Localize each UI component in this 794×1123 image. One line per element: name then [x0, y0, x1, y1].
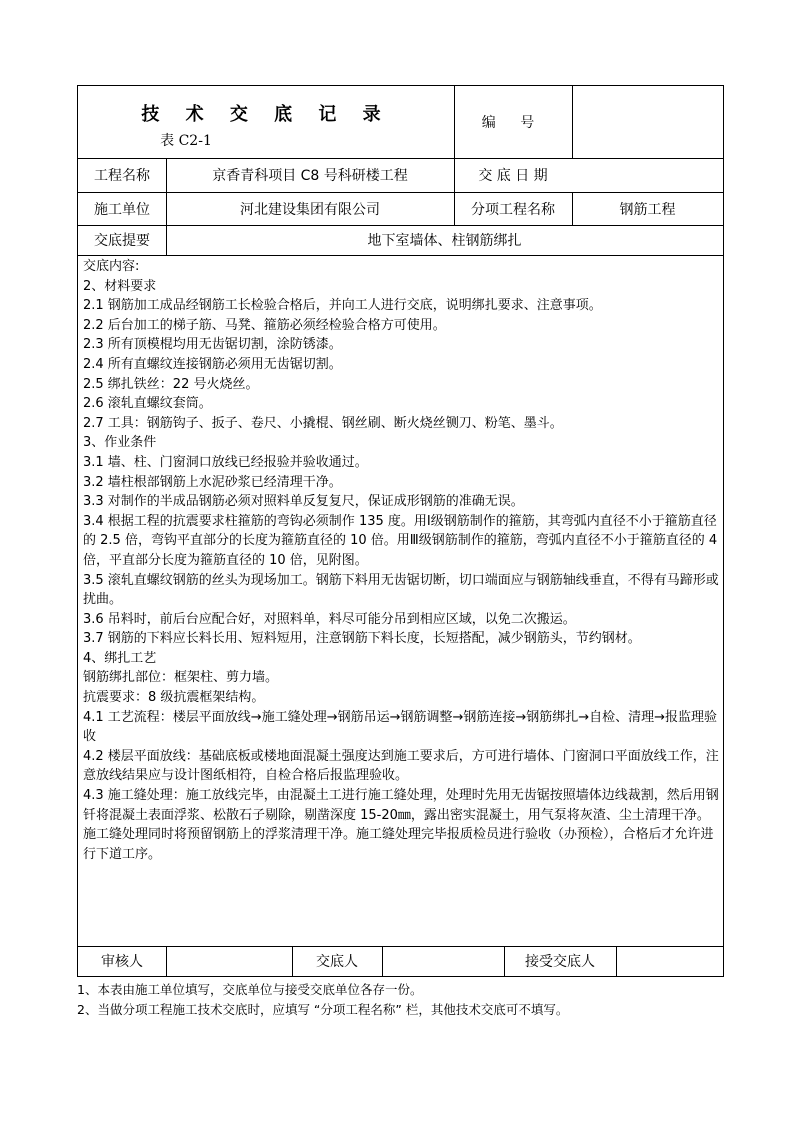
content-line: 3.1 墙、柱、门窗洞口放线已经报验并验收通过。	[83, 454, 368, 470]
subitem-name-value[interactable]: 钢筋工程	[619, 201, 676, 218]
reviewer-label: 审核人	[101, 954, 143, 970]
content-line: 2.3 所有顶模棍均用无齿锯切割，涂防锈漆。	[83, 337, 342, 353]
note-line: 2、当做分项工程施工技术交底时，应填写 “分项工程名称” 栏，其他技术交底可不填写。	[77, 1002, 569, 1017]
project-name-value[interactable]: 京香青科项目 C8 号科研楼工程	[212, 168, 408, 184]
content-line: 4.3 施工缝处理：施工放线完毕，由混凝土工进行施工缝处理，处理时先用无齿锯按照墙体边线裁割，然后用钢钎将混凝土表面浮浆、松散石子剔除，剔凿深度 15-20㎜，露出密实混凝土，用气泵将灰渣、尘土清理干净。施工缝处理同时将预留钢筋上的浮浆清理干净。施工缝处理完毕报质检员进行验收（办预检），合格后才允许进行下道工序。	[83, 788, 719, 862]
number-label: 编 号	[481, 115, 545, 131]
disclosure-form	[77, 85, 724, 977]
content-line: 3.6 吊料时，前后台应配合好，对照料单，料尽可能分吊到相应区域，以免二次搬运。	[83, 611, 576, 627]
discloser-label: 交底人	[316, 954, 358, 970]
disclosure-content	[83, 257, 719, 864]
content-line: 2.2 后台加工的梯子筋、马凳、箍筋必须经检验合格方可使用。	[83, 317, 446, 333]
subitem-name-label: 分项工程名称	[471, 201, 555, 218]
project-name-label: 工程名称	[94, 168, 150, 184]
content-line: 4、绑扎工艺	[83, 650, 157, 666]
row-divider	[78, 255, 723, 256]
content-line: 3.2 墙柱根部钢筋上水泥砂浆已经清理干净。	[83, 474, 342, 490]
summary-label: 交底提要	[94, 233, 150, 249]
content-line: 2.1 钢筋加工成品经钢筋工长检验合格后，并向工人进行交底，说明绑扎要求、注意事项。	[83, 298, 602, 314]
content-line: 3.5 滚轧直螺纹钢筋的丝头为现场加工。钢筋下料用无齿锯切断，切口端面应与钢筋轴线垂直，不得有马蹄形或扰曲。	[83, 572, 719, 608]
form-code: 表 C2-1	[160, 133, 212, 149]
content-line: 2、材料要求	[83, 278, 157, 294]
content-line: 4.1 工艺流程：楼层平面放线→施工缝处理→钢筋吊运→钢筋调整→钢筋连接→钢筋绑扎→自检、清理→报监理验收	[83, 709, 718, 745]
content-line: 3.4 根据工程的抗震要求柱箍筋的弯钩必须制作 135 度。用Ⅰ级钢筋制作的箍筋，其弯弧内直径不小于箍筋直径的 2.5 倍，弯钩平直部分的长度为箍筋直径的 10 倍。用Ⅲ级钢筋制作的箍筋，弯弧内直径不小于箍筋直径的 4 倍，平直部分长度为箍筋直径的 10 倍，见附图。	[83, 513, 718, 568]
content-line: 2.5 绑扎铁丝：22 号火烧丝。	[83, 376, 259, 392]
form-title-block	[78, 86, 454, 158]
content-line: 钢筋绑扎部位：框架柱、剪力墙。	[83, 670, 279, 686]
construction-unit-value[interactable]: 河北建设集团有限公司	[240, 201, 380, 218]
content-line: 4.2 楼层平面放线：基础底板或楼地面混凝土强度达到施工要求后，方可进行墙体、门窗洞口平面放线工作，注意放线结果应与设计图纸相符，自检合格后报监理验收。	[83, 748, 719, 784]
content-line: 2.7 工具：钢筋钩子、扳子、卷尺、小撬棍、钢丝刷、断火烧丝铡刀、粉笔、墨斗。	[83, 415, 563, 431]
date-value[interactable]	[572, 158, 723, 192]
content-line: 抗震要求：8 级抗震框架结构。	[83, 690, 265, 706]
date-label: 交 底 日 期	[478, 168, 548, 184]
construction-unit-label: 施工单位	[94, 201, 150, 218]
receiver-label: 接受交底人	[525, 954, 595, 970]
summary-value[interactable]: 地下室墙体、柱钢筋绑扎	[367, 233, 522, 249]
content-line: 2.4 所有直螺纹连接钢筋必须用无齿锯切割。	[83, 356, 342, 372]
number-value[interactable]	[572, 86, 723, 158]
content-line: 3.3 对制作的半成品钢筋必须对照料单反复复尺，保证成形钢筋的准确无误。	[83, 494, 524, 510]
form-notes	[77, 980, 568, 1020]
receiver-signature[interactable]	[616, 946, 723, 976]
content-line: 3、作业条件	[83, 435, 157, 451]
reviewer-signature[interactable]	[166, 946, 292, 976]
note-line: 1、本表由施工单位填写，交底单位与接受交底单位各存一份。	[77, 982, 423, 997]
content-line: 2.6 滚轧直螺纹套筒。	[83, 396, 212, 412]
content-line: 交底内容:	[83, 259, 140, 274]
content-line: 3.7 钢筋的下料应长料长用、短料短用，注意钢筋下料长度，长短搭配，减少钢筋头，节约钢材。	[83, 631, 641, 647]
discloser-signature[interactable]	[382, 946, 504, 976]
form-title: 技 术 交 底 记 录	[141, 104, 391, 125]
